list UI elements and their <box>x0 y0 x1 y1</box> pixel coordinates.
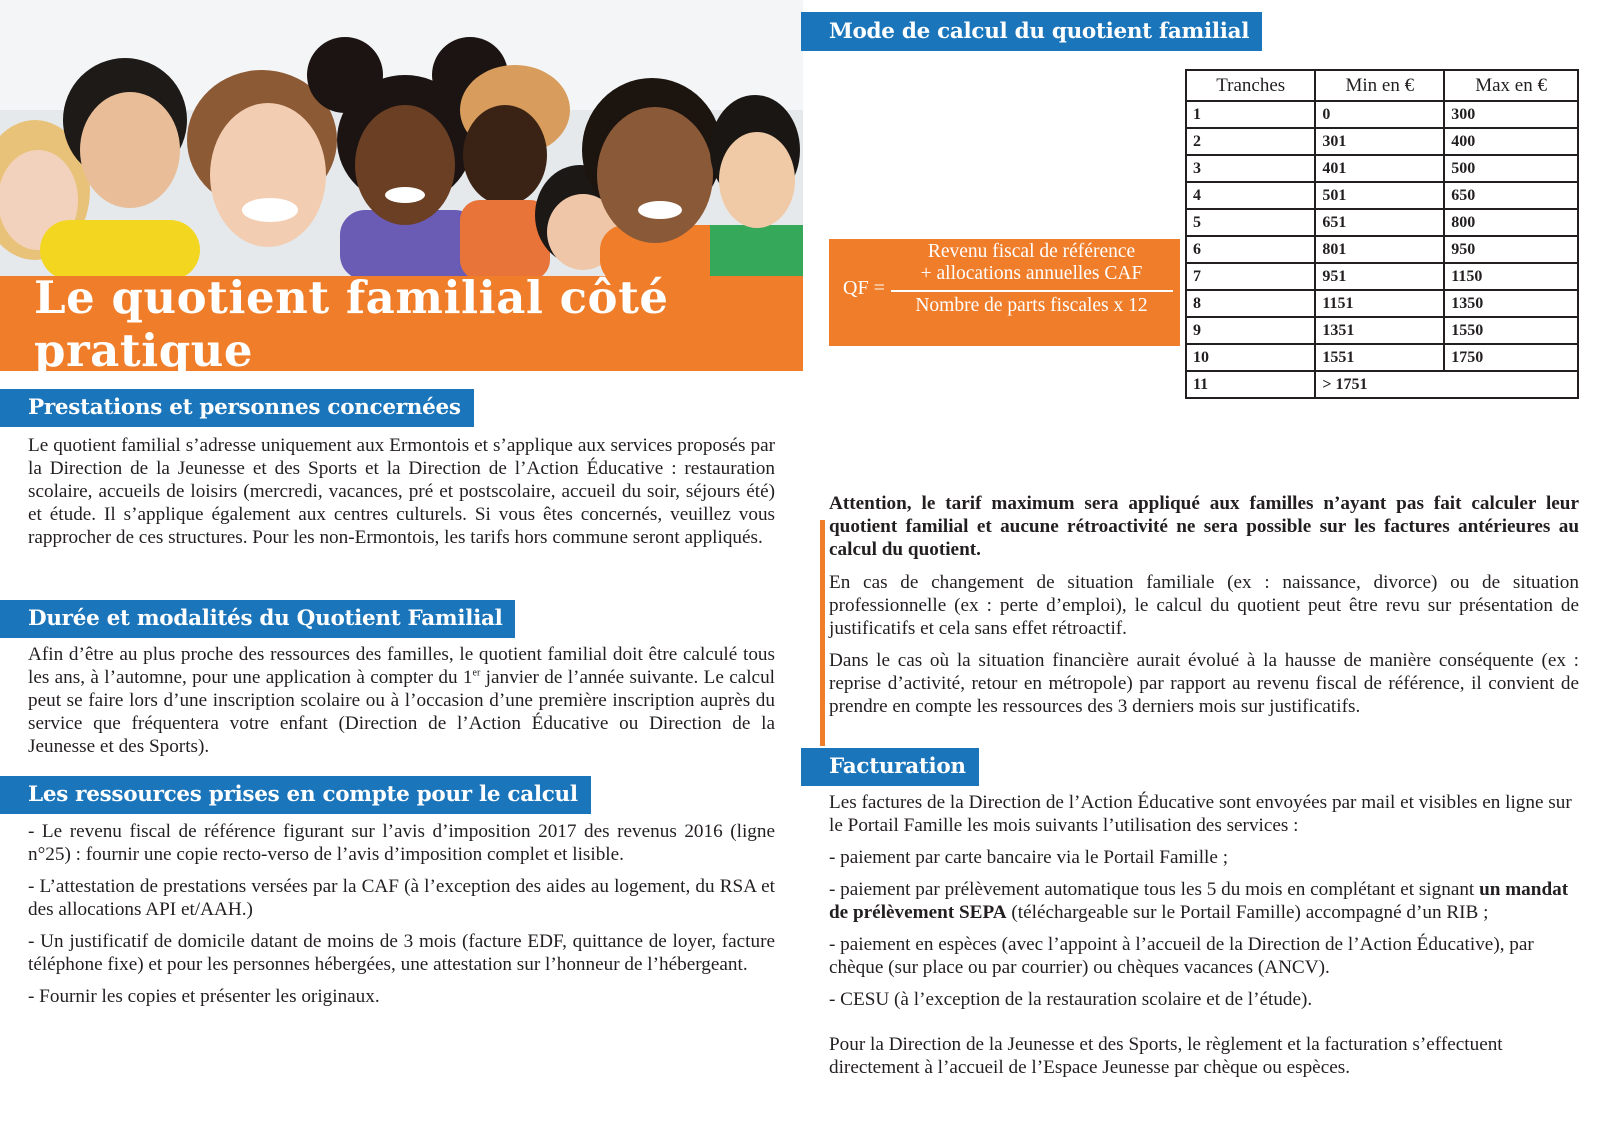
table-row <box>1186 371 1578 398</box>
attention-block <box>829 492 1579 727</box>
table-cell: 1551 <box>1315 344 1444 371</box>
table-header: Max en € <box>1444 70 1578 101</box>
qf-formula <box>829 239 1180 346</box>
fraction-bar <box>891 290 1173 292</box>
facturation-item: - paiement en espèces (avec l’appoint à l’accueil de la Direction de l’Action Éducative), par chèque (sur place ou par courrier) ou chèques vacances (ANCV). <box>829 934 1534 978</box>
table-row <box>1186 182 1578 209</box>
section-heading-facturation: Facturation <box>801 748 979 786</box>
table-header: Min en € <box>1315 70 1444 101</box>
prestations-paragraph: Le quotient familial s’adresse uniquement aux Ermontois et s’applique aux services proposés par la Direction de la Jeunesse et des Sports et la Direction de l’Action Éducative : restauration scolaire, accueils de loisirs (mercredi, vacances, pré et postscolaire, accueil du soir, séjours été) et étude. Il s’applique également aux centres culturels. Si vous êtes concernés, veuillez vous rapprocher de ces structures. Pour les non-Ermontois, les tarifs hors commune seront appliqués. <box>28 435 775 548</box>
sepa-mandate: un mandat de prélèvement SEPA <box>829 879 1569 923</box>
table-cell: 1350 <box>1444 290 1578 317</box>
table-row <box>1186 263 1578 290</box>
section-heading-ressources: Les ressources prises en compte pour le calcul <box>0 776 591 814</box>
facturation-outro: Pour la Direction de la Jeunesse et des Sports, le règlement et la facturation s’effectuent directement à l’accueil de l’Espace Jeunesse par chèque ou espèces. <box>829 1034 1503 1078</box>
duree-text-a: Afin d’être au plus proche des ressources des familles, le quotient familial doit être calculé tous les ans, à l’automne, pour une application à compter du 1 <box>28 644 775 688</box>
table-row <box>1186 344 1578 371</box>
table-row <box>1186 290 1578 317</box>
table-cell: 400 <box>1444 128 1578 155</box>
duree-sup: er <box>472 667 481 679</box>
facturation-item: - paiement par carte bancaire via le Portail Famille ; <box>829 847 1229 868</box>
table-row <box>1186 128 1578 155</box>
table-cell: 651 <box>1315 209 1444 236</box>
table-cell: 801 <box>1315 236 1444 263</box>
table-cell: 800 <box>1444 209 1578 236</box>
title-band <box>0 270 803 377</box>
table-cell: 0 <box>1315 101 1444 128</box>
table-cell: > 1751 <box>1315 371 1578 398</box>
children-photo <box>0 0 803 276</box>
table-cell: 11 <box>1186 371 1315 398</box>
section-heading-duree: Durée et modalités du Quotient Familial <box>0 600 515 638</box>
attention-paragraph: Dans le cas où la situation financière aurait évolué à la hausse de manière conséquente (ex : reprise d’activité, retour en métropole) par rapport au revenu fiscal de référence, il convient de prendre en compte les ressources des 3 derniers mois sur justificatifs. <box>829 650 1579 717</box>
table-row <box>1186 209 1578 236</box>
page-title: Le quotient familial côté pratique <box>34 270 669 377</box>
facturation-block <box>829 791 1579 1088</box>
tranches-table <box>1185 69 1579 399</box>
facturation-item: - CESU (à l’exception de la restauration scolaire et de l’étude). <box>829 989 1313 1010</box>
facturation-item2-b: (téléchargeable sur le Portail Famille) accompagné d’un RIB ; <box>1006 902 1489 923</box>
duree-text-b: janvier de l’année suivante. Le calcul peut se faire lors d’une inscription scolaire ou à l’occasion d’une première inscription auprès du service que fréquentera votre enfant (Direction de l’Action Éducative ou Direction de la Jeunesse et des Sports). <box>28 667 776 757</box>
table-header: Tranches <box>1186 70 1315 101</box>
table-cell: 950 <box>1444 236 1578 263</box>
duree-paragraph <box>28 643 775 758</box>
attention-warning: Attention, le tarif maximum sera appliqué aux familles n’ayant pas fait calculer leur quotient familial et aucune rétroactivité ne sera possible sur les factures antérieures au calcul du quotient. <box>829 493 1579 560</box>
table-cell: 10 <box>1186 344 1315 371</box>
table-row <box>1186 101 1578 128</box>
qf-numerator-line2: + allocations annuelles CAF <box>920 263 1143 284</box>
table-cell: 1351 <box>1315 317 1444 344</box>
table-cell: 6 <box>1186 236 1315 263</box>
table-cell: 951 <box>1315 263 1444 290</box>
table-cell: 401 <box>1315 155 1444 182</box>
ressources-list <box>28 820 775 1017</box>
qf-numerator-line1: Revenu fiscal de référence <box>927 241 1136 262</box>
table-cell: 9 <box>1186 317 1315 344</box>
ressources-item: - L’attestation de prestations versées par la CAF (à l’exception des aides au logement, du RSA et des allocations API et/AAH.) <box>28 876 775 920</box>
table-cell: 3 <box>1186 155 1315 182</box>
table-row <box>1186 155 1578 182</box>
table-cell: 1 <box>1186 101 1315 128</box>
qf-label: QF = <box>843 277 885 299</box>
table-cell: 1150 <box>1444 263 1578 290</box>
table-cell: 501 <box>1315 182 1444 209</box>
section-heading-mode: Mode de calcul du quotient familial <box>801 12 1262 51</box>
table-cell: 300 <box>1444 101 1578 128</box>
table-cell: 2 <box>1186 128 1315 155</box>
attention-accent-bar <box>820 520 825 746</box>
table-row <box>1186 236 1578 263</box>
table-cell: 1151 <box>1315 290 1444 317</box>
section-heading-prestations: Prestations et personnes concernées <box>0 389 474 427</box>
table-cell: 5 <box>1186 209 1315 236</box>
qf-numerator <box>889 241 1174 285</box>
table-cell: 500 <box>1444 155 1578 182</box>
ressources-item: - Fournir les copies et présenter les originaux. <box>28 986 380 1007</box>
table-cell: 4 <box>1186 182 1315 209</box>
table-cell: 1750 <box>1444 344 1578 371</box>
ressources-item: - Un justificatif de domicile datant de moins de 3 mois (facture EDF, quittance de loyer, facture téléphone fixe) et pour les personnes hébergées, une attestation sur l’honneur de l’hébergeant. <box>28 931 775 975</box>
table-cell: 8 <box>1186 290 1315 317</box>
table-cell: 7 <box>1186 263 1315 290</box>
facturation-item2-a: - paiement par prélèvement automatique tous les 5 du mois en complétant et signant <box>829 879 1480 900</box>
prestations-text <box>28 434 775 558</box>
table-cell: 1550 <box>1444 317 1578 344</box>
table-row <box>1186 317 1578 344</box>
table-cell: 301 <box>1315 128 1444 155</box>
table-cell: 650 <box>1444 182 1578 209</box>
ressources-item: - Le revenu fiscal de référence figurant sur l’avis d’imposition 2017 des revenus 2016 (ligne n°25) : fournir une copie recto-verso de l’avis d’imposition complet et lisible. <box>28 821 775 865</box>
table-header-row <box>1186 70 1578 101</box>
duree-text <box>28 643 775 767</box>
qf-denominator: Nombre de parts fiscales x 12 <box>915 295 1148 316</box>
attention-paragraph: En cas de changement de situation familiale (ex : naissance, divorce) ou de situation professionnelle (ex : perte d’emploi), le calcul du quotient peut être revu sur présentation de justificatifs et cela sans effet rétroactif. <box>829 572 1579 639</box>
facturation-item <box>829 878 1579 924</box>
facturation-intro: Les factures de la Direction de l’Action Éducative sont envoyées par mail et visibles en ligne sur le Portail Famille les mois suivants l’utilisation des services : <box>829 792 1572 836</box>
